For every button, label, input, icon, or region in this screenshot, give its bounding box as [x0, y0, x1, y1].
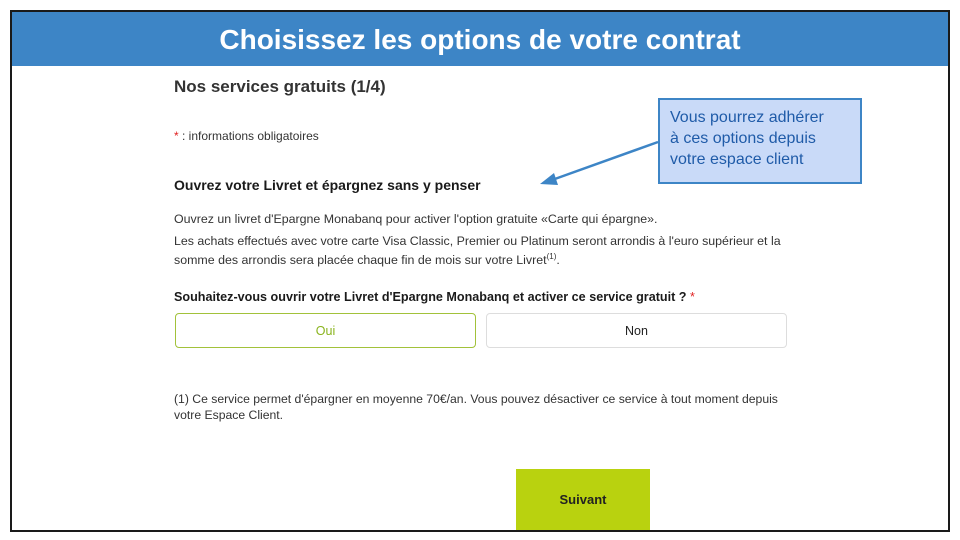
slide-frame: [10, 10, 950, 532]
paragraph-2-end: .: [556, 253, 560, 268]
option-non-button[interactable]: Non: [486, 313, 787, 348]
question-required-star: *: [689, 290, 695, 304]
callout-line: votre espace client: [670, 151, 804, 168]
section-paragraph-1: Ouvrez un livret d'Epargne Monabanq pour activer l'option gratuite «Carte qui épargne».: [174, 212, 658, 226]
section-title: Ouvrez votre Livret et épargnez sans y penser: [174, 177, 481, 193]
required-note-text: : informations obligatoires: [178, 129, 319, 143]
option-oui-button[interactable]: Oui: [175, 313, 476, 348]
banner-title: Choisissez les options de votre contrat: [12, 12, 948, 66]
footnote-ref: (1): [546, 252, 557, 261]
next-button[interactable]: Suivant: [516, 469, 650, 530]
required-star: *: [174, 129, 179, 143]
callout-line: Vous pourrez adhérer: [670, 109, 824, 126]
paragraph-2-text: Les achats effectués avec votre carte Visa Classic, Premier ou Platinum seront arrondis à l'euro supérieur et la somme des arrondis sera placée chaque fin de mois sur votre Livret: [174, 234, 781, 268]
callout-line: à ces options depuis: [670, 130, 816, 147]
arrow-line: [552, 142, 658, 180]
footnote: (1) Ce service permet d'épargner en moyenne 70€/an. Vous pouvez désactiver ce service à tout moment depuis votre Espace Client.: [174, 392, 778, 422]
question-text: Souhaitez-vous ouvrir votre Livret d'Epargne Monabanq et activer ce service gratuit ?: [174, 290, 687, 304]
callout-arrow: [12, 12, 948, 530]
arrow-head: [540, 173, 558, 185]
page-title: Nos services gratuits (1/4): [174, 77, 386, 96]
